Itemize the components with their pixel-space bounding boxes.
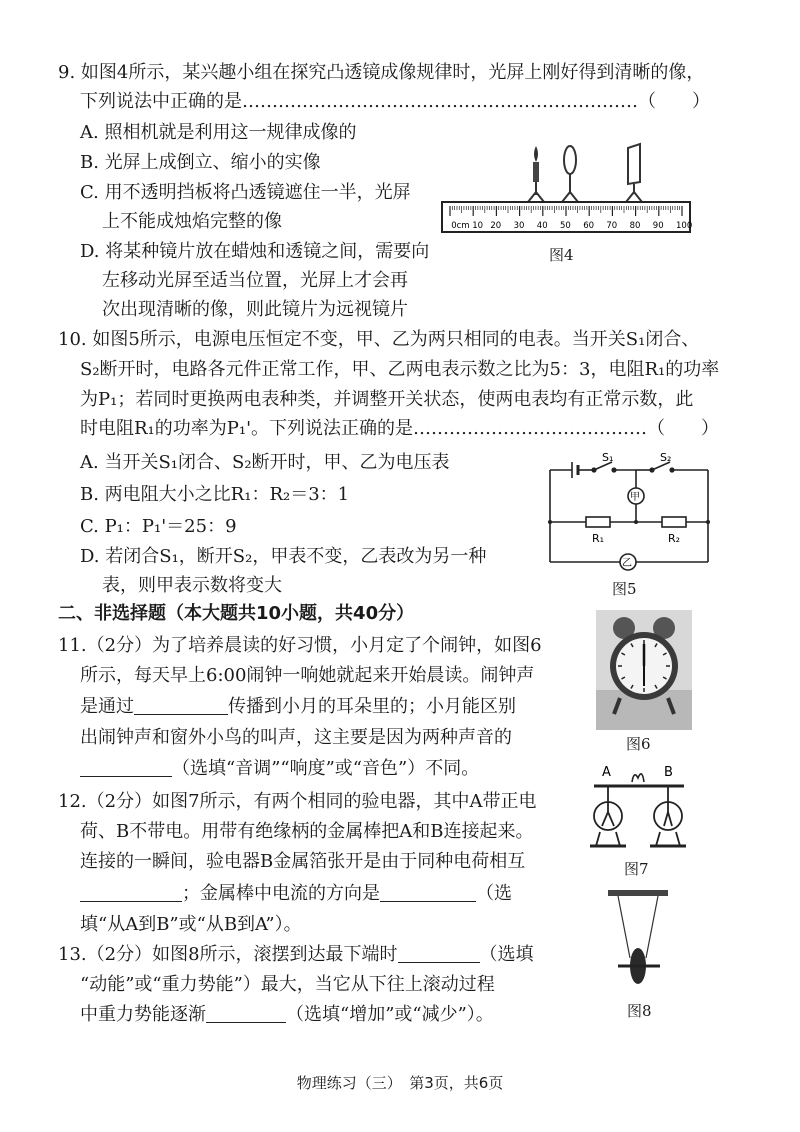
q13-line3 [80,1004,494,1026]
q10-option-b: B. 两电阻大小之比R₁：R₂＝3：1 [80,484,350,505]
light-screen-icon [626,144,642,202]
electroscope-b-icon [650,786,686,846]
q11-line5 [80,758,479,780]
q11-line3 [80,696,516,718]
q11-blank-1[interactable] [134,696,228,715]
q11-blank-2[interactable] [80,758,172,777]
q9-stem-line2: 下列说法中正确的是…………………………………………………………（ ） [80,91,710,112]
figure-5-circuit [540,450,720,590]
q9-option-c-line2: 上不能成烛焰完整的像 [102,211,282,232]
q12-blank-2[interactable] [380,883,476,902]
figure-4-caption: 图4 [549,246,574,264]
insulated-handle-icon [632,774,644,782]
figure-6-alarm-clock [596,610,692,730]
ruler-label: 40 [536,221,548,231]
ruler-label: 50 [560,221,571,231]
section-2-heading: 二、非选择题（本大题共10小题，共40分） [58,603,415,624]
q12-line4-end: （选 [476,883,512,904]
q12-line4-mid: ；金属棒中电流的方向是 [182,883,380,904]
q10-option-a: A. 当开关S₁闭合、S₂断开时，甲、乙为电压表 [80,452,450,473]
q11-line3-end: 传播到小月的耳朵里的；小月能区别 [228,696,516,717]
figure-8-rolling-pendulum [604,888,674,998]
q12-line1: 12.（2分）如图7所示，有两个相同的验电器，其中A带正电 [58,791,537,812]
q13-line3-end: （选填“增加”或“减少”）。 [286,1004,494,1025]
ruler-label: 70 [606,221,618,231]
ruler-label: 60 [583,221,595,231]
q13-blank-2[interactable] [206,1004,286,1023]
ruler-label: 30 [513,221,525,231]
q9-option-d-line3: 次出现清晰的像，则此镜片为远视镜片 [102,299,408,320]
q13-line3-start: 中重力势能逐渐 [80,1004,206,1025]
ruler-label: 100 [676,221,693,231]
q12-line5: 填“从A到B”或“从B到A”）。 [80,914,302,935]
q9-option-a: A. 照相机就是利用这一规律成像的 [80,122,357,143]
rolling-pendulum-wheel-icon [618,948,660,984]
electroscope-a-icon [590,786,626,846]
figure-7-caption: 图7 [624,860,649,878]
meter-jia-label: 甲 [630,492,640,503]
q11-line1: 11.（2分）为了培养晨读的好习惯，小月定了个闹钟，如图6 [58,635,542,656]
figure-8-caption: 图8 [627,1002,652,1020]
q11-line3-start: 是通过 [80,696,134,717]
q13-line1 [58,944,534,966]
figure-7-electroscopes [584,762,694,854]
q9-stem-line1: 9. 如图4所示，某兴趣小组在探究凸透镜成像规律时，光屏上刚好得到清晰的像， [58,62,705,83]
label-s1: S₁ [602,451,614,464]
ceiling-support [608,890,668,896]
q10-stem-line4: 时电阻R₁的功率为P₁'。下列说法正确的是…………………………………（ ） [80,418,720,439]
label-b: B [664,765,673,780]
q10-option-d-line2: 表，则甲表示数将变大 [102,575,282,596]
label-a: A [602,765,611,780]
q10-option-c: C. P₁：P₁'＝25：9 [80,516,237,537]
label-r2: R₂ [668,532,681,545]
figure-5-caption: 图5 [612,580,637,598]
q13-line2: “动能”或“重力势能”）最大，当它从下往上滚动过程 [80,974,495,995]
q13-line1-start: 13.（2分）如图8所示，滚摆到达最下端时 [58,944,398,965]
ruler-label: 20 [490,221,502,231]
figure-4-optical-bench [436,140,696,240]
q10-option-d-line1: D. 若闭合S₁，断开S₂，甲表不变，乙表改为另一种 [80,546,487,567]
q9-option-d-line1: D. 将某种镜片放在蜡烛和透镜之间，需要向 [80,241,430,262]
q13-blank-1[interactable] [398,944,480,963]
q12-blank-1[interactable] [80,883,182,902]
q12-line3: 连接的一瞬间，验电器B金属箔张开是由于同种电荷相互 [80,851,526,872]
figure-6-caption: 图6 [626,735,651,753]
label-s2: S₂ [660,451,672,464]
q11-line5-end: （选填“音调”“响度”或“音色”）不同。 [172,758,480,779]
q10-stem-line1: 10. 如图5所示，电源电压恒定不变，甲、乙为两只相同的电表。当开关S₁闭合、 [58,329,700,350]
q11-line4: 出闹钟声和窗外小鸟的叫声，这主要是因为两种声音的 [80,727,512,748]
q10-stem-line3: 为P₁；若同时更换两电表种类，并调整开关状态，使两电表均有正常示数，此 [80,389,694,410]
label-r1: R₁ [592,532,605,545]
ruler-label: 90 [652,221,664,231]
q13-line1-end: （选填 [479,944,534,965]
ruler-label: 0cm 10 [451,221,484,231]
q9-option-b: B. 光屏上成倒立、缩小的实像 [80,152,321,173]
q9-option-d-line2: 左移动光屏至适当位置，光屏上才会再 [102,270,408,291]
candle-icon [528,146,544,202]
q11-line2: 所示，每天早上6:00闹钟一响她就起来开始晨读。闹钟声 [80,665,535,686]
page-footer: 物理练习（三） 第3页，共6页 [296,1074,504,1092]
convex-lens-icon [562,146,578,202]
ruler-label: 80 [629,221,641,231]
q10-stem-line2: S₂断开时，电路各元件正常工作，甲、乙两电表示数之比为5：3，电阻R₁的功率 [80,359,720,380]
q9-option-c-line1: C. 用不透明挡板将凸透镜遮住一半，光屏 [80,182,411,203]
q12-line2: 荷、B不带电。用带有绝缘柄的金属棒把A和B连接起来。 [80,821,534,842]
q12-line4 [80,883,512,905]
meter-yi-label: 乙 [622,558,632,569]
